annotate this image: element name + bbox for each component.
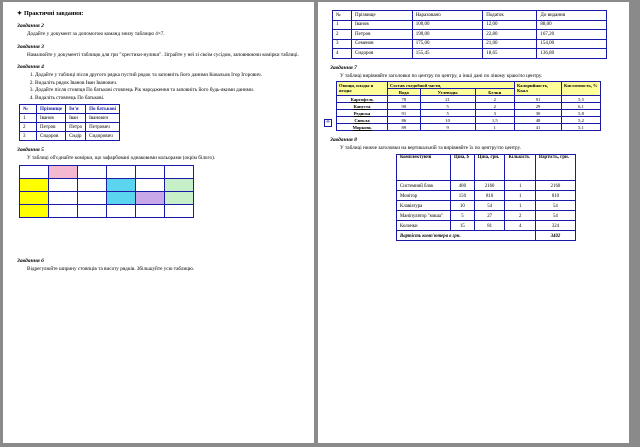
table-header-row <box>337 82 601 89</box>
color-cell[interactable] <box>136 178 165 191</box>
table-cell: 1,5 <box>475 117 514 124</box>
table-cell: 22,80 <box>483 30 537 40</box>
color-cell[interactable] <box>20 178 49 191</box>
list-item: 4. Видаліть стовпець По батькові. <box>35 95 304 102</box>
table-cell: 400 <box>451 180 475 190</box>
table-cell: 100,00 <box>412 20 483 30</box>
col-header-num: № <box>20 105 37 114</box>
task-title-5: Завдання 5 <box>17 147 44 153</box>
col-header-water: Вода <box>388 89 421 96</box>
table-cell: Системний блок <box>397 180 451 190</box>
color-cell[interactable] <box>20 165 49 178</box>
color-cell[interactable] <box>136 204 165 217</box>
list-item: 3. Додайте після стовпця По батькові стовпець Рік народження та заповніть його будь-якими даними. <box>35 87 304 94</box>
total-value: 3402 <box>535 230 575 240</box>
task-7-text: У таблиці вирівняйте заголовки по центру по центру, а інші дані по лівому краю/по центру. <box>340 72 543 79</box>
col-header-patronymic: По батькові <box>86 105 120 114</box>
table-move-handle-icon[interactable]: ✛ <box>325 120 331 125</box>
cell-produce-name: Морковь <box>337 124 388 131</box>
task-title-4: Завдання 4 <box>17 64 44 70</box>
table-row <box>20 114 120 123</box>
cell-num: 1 <box>20 114 37 123</box>
color-cell[interactable] <box>49 191 78 204</box>
table-row <box>333 20 607 30</box>
table-header-row <box>20 105 120 114</box>
table-row <box>397 190 576 200</box>
list-item: 2. Видаліть рядок Іванов Іван Іванович. <box>35 80 304 87</box>
table-cell: 150 <box>451 190 475 200</box>
col-header-surname: Прізвище <box>37 105 66 114</box>
table-cell: 2 <box>505 210 535 220</box>
color-cell[interactable] <box>49 204 78 217</box>
table-cell: 5,5 <box>562 96 601 103</box>
task-title-8: Завдання 8 <box>330 137 357 143</box>
table-header-row <box>397 154 576 180</box>
table-row <box>397 220 576 230</box>
color-cell[interactable] <box>136 165 165 178</box>
color-cell[interactable] <box>49 165 78 178</box>
table-cell: Сидоров <box>352 49 413 59</box>
table-cell: 2160 <box>474 180 505 190</box>
col-header: Податок <box>483 11 537 21</box>
color-cell[interactable] <box>165 165 194 178</box>
color-cell[interactable] <box>107 191 136 204</box>
table-total-row <box>397 230 576 240</box>
table-cell: 190,00 <box>412 30 483 40</box>
cell-produce-name: Картофель <box>337 96 388 103</box>
table-cell: 5 <box>451 210 475 220</box>
table-cell: 324 <box>535 220 575 230</box>
table-cell: 29 <box>515 103 562 110</box>
table-cell: 2160 <box>535 180 575 190</box>
table-cell: 1 <box>333 20 352 30</box>
col-header-composition: Состав съедобной части, <box>388 82 515 89</box>
table-cell: 5,2 <box>562 117 601 124</box>
table-cell: Колонки <box>397 220 451 230</box>
col-header: № <box>333 11 352 21</box>
table-cell: 48 <box>515 117 562 124</box>
table-cell: 5,1 <box>562 124 601 131</box>
col-header-quantity: Кількість <box>505 154 535 180</box>
page-left <box>3 2 314 443</box>
table-cell: 88,00 <box>537 20 607 30</box>
task-6-text: Відрегулюйте ширину стовпців та висоту рядків. Збільшуйте усю таблицю. <box>27 265 195 272</box>
task-5-text: У таблиці об'єднайте комірки, що зафарбовані однаковими кольорами (окрім білого). <box>27 155 216 161</box>
table-row <box>20 191 194 204</box>
table-cell: 81 <box>474 220 505 230</box>
task-8-text: У таблиці нижче заголовки на вертикальній та вирівняйте їх по центру/по центру. <box>340 145 521 151</box>
table-cell: 4 <box>333 49 352 59</box>
table-cell: 2 <box>475 96 514 103</box>
table-cell: 10 <box>451 200 475 210</box>
col-header-carbs: Углеводы <box>420 89 475 96</box>
task-3-text: Намалюйте у документі таблицю для гри "хрестики-нулики". Зіграйте у неї зі своїм сусідом, заповнюючи комірки таблиці. <box>27 51 299 58</box>
table-cell: Іванов <box>352 20 413 30</box>
task-2-text: Додайте у документ за допомогою команд знизу таблицю 4×7. <box>27 31 165 37</box>
payroll-table <box>332 10 607 59</box>
table-row <box>333 39 607 49</box>
table-cell: 167,20 <box>537 30 607 40</box>
names-table <box>19 104 120 141</box>
table-cell: 89 <box>388 124 421 131</box>
table-cell: 3 <box>475 110 514 117</box>
color-cell[interactable] <box>165 191 194 204</box>
table-row <box>397 180 576 190</box>
task-title-2: Завдання 2 <box>17 23 44 29</box>
table-row <box>397 210 576 220</box>
table-cell: 91 <box>388 110 421 117</box>
color-cell[interactable] <box>20 191 49 204</box>
table-row <box>337 117 601 124</box>
cell-produce-name: Свекла <box>337 117 388 124</box>
cell-firstname: Сидір <box>66 132 86 141</box>
page-heading: ✦ Практичні завдання: <box>17 10 84 17</box>
color-cell[interactable] <box>49 178 78 191</box>
table-cell: 18,65 <box>483 49 537 59</box>
cell-num: 3 <box>20 132 37 141</box>
table-cell: 15 <box>451 220 475 230</box>
col-header-proteins: Белки <box>475 89 514 96</box>
table-cell: 175,00 <box>412 39 483 49</box>
cell-patronymic: Іванович <box>86 114 120 123</box>
table-cell: 6,1 <box>562 103 601 110</box>
color-cell[interactable] <box>20 204 49 217</box>
table-row <box>20 165 194 178</box>
cell-surname: Сидоров <box>37 132 66 141</box>
total-label: Вартість комп'ютера в грн. <box>397 230 536 240</box>
task-4-steps <box>17 72 304 101</box>
color-cell[interactable] <box>78 165 107 178</box>
bullet-icon: ✦ <box>17 10 23 17</box>
table-cell: 12,00 <box>483 20 537 30</box>
page-right <box>318 2 629 443</box>
cell-firstname: Петро <box>66 123 86 132</box>
table-cell: 54 <box>474 200 505 210</box>
col-header-produce: Овощи, плоды и ягоды <box>337 82 388 96</box>
table-cell: 30 <box>515 110 562 117</box>
table-row <box>20 204 194 217</box>
table-cell: 90 <box>388 103 421 110</box>
table-cell: 41 <box>515 124 562 131</box>
table-cell: 9 <box>420 124 475 131</box>
table-cell: Семенов <box>352 39 413 49</box>
table-row <box>337 110 601 117</box>
table-cell: 21,00 <box>483 39 537 49</box>
table-cell: 2 <box>333 30 352 40</box>
color-cell[interactable] <box>107 178 136 191</box>
table-cell: 136,80 <box>537 49 607 59</box>
nutrition-table <box>336 81 601 131</box>
table-cell: 4 <box>505 220 535 230</box>
color-cell[interactable] <box>78 191 107 204</box>
color-cell[interactable] <box>107 204 136 217</box>
table-row <box>397 200 576 210</box>
table-cell: Клавіатура <box>397 200 451 210</box>
cell-num: 2 <box>20 123 37 132</box>
task-title-7: Завдання 7 <box>330 64 357 71</box>
table-row <box>20 123 120 132</box>
table-row <box>20 178 194 191</box>
cell-patronymic: Сидорович <box>86 132 120 141</box>
table-cell: Маніпулятор "миша" <box>397 210 451 220</box>
col-header-price-uah: Ціна, грн. <box>474 154 505 180</box>
col-header-acidity: Кислотность, % <box>562 82 601 96</box>
table-cell: 54 <box>535 200 575 210</box>
color-cell[interactable] <box>165 204 194 217</box>
col-header: До видання <box>537 11 607 21</box>
task-title-6: Завдання 6 <box>17 257 44 264</box>
table-cell: 86 <box>388 117 421 124</box>
table-row <box>333 49 607 59</box>
col-header-firstname: Ім'я <box>66 105 86 114</box>
table-cell: 1 <box>505 190 535 200</box>
table-cell: 154,00 <box>537 39 607 49</box>
col-header-price-usd: Ціна, $ <box>451 154 475 180</box>
color-cell[interactable] <box>107 165 136 178</box>
color-grid-table <box>19 165 194 218</box>
table-cell: 155,45 <box>412 49 483 59</box>
table-cell: 810 <box>535 190 575 200</box>
task-title-3: Завдання 3 <box>17 43 44 50</box>
table-cell: 1 <box>505 200 535 210</box>
table-row <box>337 124 601 131</box>
color-cell[interactable] <box>165 178 194 191</box>
color-cell[interactable] <box>78 204 107 217</box>
col-header: Прізвище <box>352 11 413 21</box>
table-cell: 5 <box>420 110 475 117</box>
table-cell: 27 <box>474 210 505 220</box>
table-row <box>337 103 601 110</box>
cell-patronymic: Петрович <box>86 123 120 132</box>
cell-produce-name: Редиска <box>337 110 388 117</box>
list-item: 1. Додайте у таблиці після другого рядка пустий рядок та заповніть його даними Ковальов Ігор Ігорович. <box>35 72 304 79</box>
color-cell[interactable] <box>78 178 107 191</box>
table-cell: 1 <box>475 124 514 131</box>
table-cell: 5,8 <box>562 110 601 117</box>
table-cell: 2 <box>475 103 514 110</box>
table-cell: 1 <box>505 180 535 190</box>
table-row <box>337 96 601 103</box>
table-cell: Монітор <box>397 190 451 200</box>
col-header-cost: Вартість, грн. <box>535 154 575 180</box>
cell-surname: Петров <box>37 123 66 132</box>
table-cell: 10 <box>420 117 475 124</box>
computer-cost-table <box>396 154 576 241</box>
table-row <box>333 30 607 40</box>
table-row <box>20 132 120 141</box>
cell-firstname: Іван <box>66 114 86 123</box>
color-cell[interactable] <box>136 191 165 204</box>
col-header: Нараховано <box>412 11 483 21</box>
col-header-calories: Калорийность, Ккал <box>515 82 562 96</box>
col-header-components: Комплектуючі <box>397 154 451 180</box>
table-cell: 54 <box>535 210 575 220</box>
cell-produce-name: Капуста <box>337 103 388 110</box>
cell-surname: Іванов <box>37 114 66 123</box>
table-cell: 91 <box>515 96 562 103</box>
table-cell: 3 <box>333 39 352 49</box>
table-header-row <box>333 11 607 21</box>
table-cell: 21 <box>420 96 475 103</box>
table-cell: 5 <box>420 103 475 110</box>
table-cell: 78 <box>388 96 421 103</box>
table-cell: 810 <box>474 190 505 200</box>
table-cell: Петров <box>352 30 413 40</box>
